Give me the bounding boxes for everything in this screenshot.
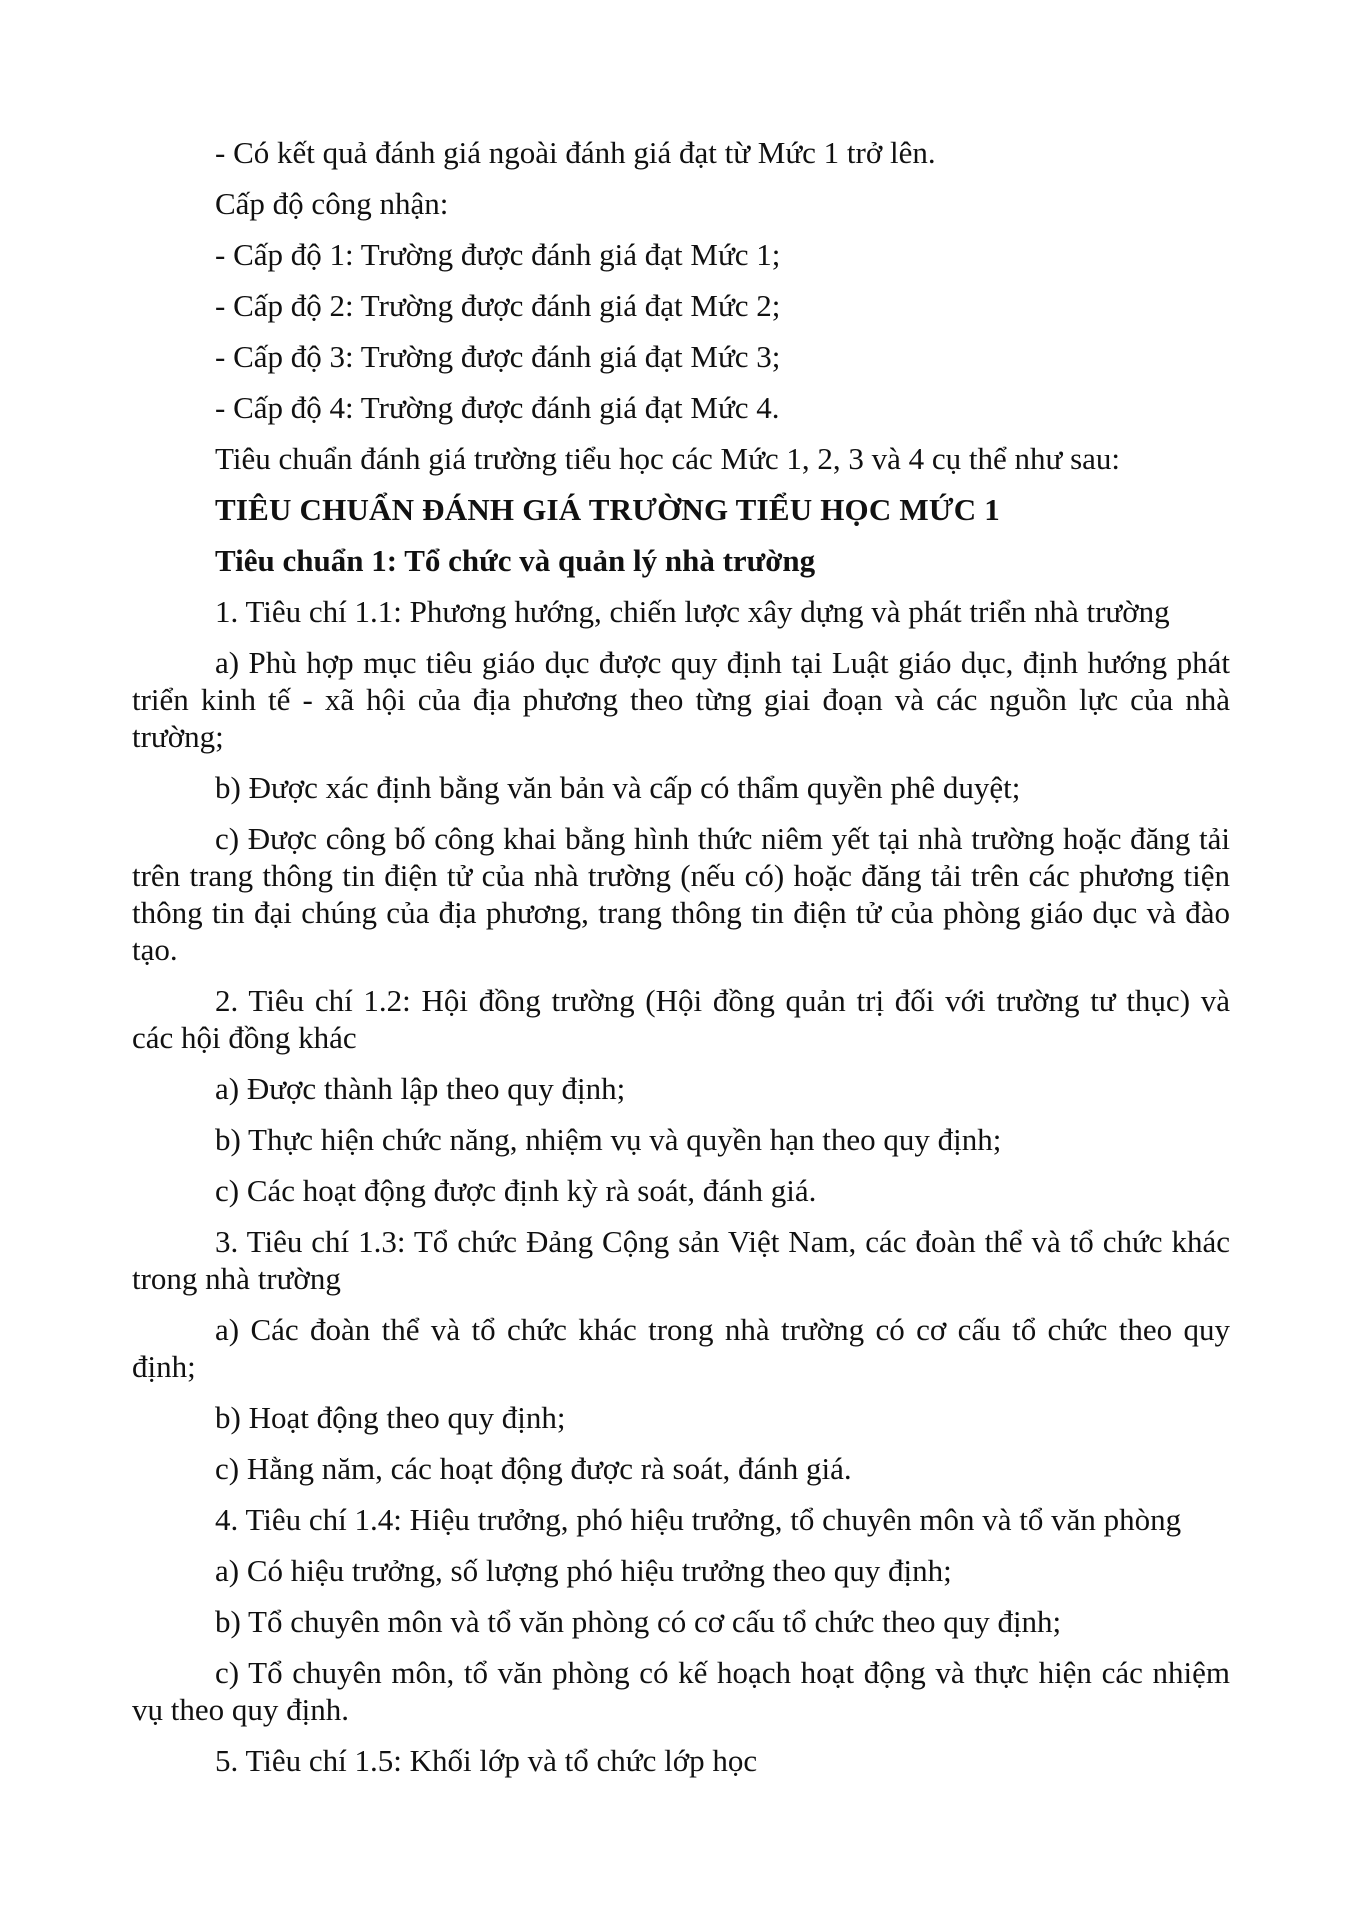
paragraph-2: Cấp độ công nhận:	[215, 186, 449, 221]
paragraph-7: Tiêu chuẩn đánh giá trường tiểu học các Mức 1, 2, 3 và 4 cụ thể như sau:	[215, 441, 1121, 476]
criterion-1-1-b: b) Được xác định bằng văn bản và cấp có thẩm quyền phê duyệt;	[215, 770, 1021, 805]
section-heading: TIÊU CHUẨN ĐÁNH GIÁ TRƯỜNG TIỂU HỌC MỨC 1	[215, 492, 1000, 527]
criterion-1-1-c: c) Được công bố công khai bằng hình thức niêm yết tại nhà trường hoặc đăng tải trên trang thông tin điện tử của nhà trường (nếu có) hoặc đăng tải trên các phương tiện thông tin đại chúng của địa phương, trang thông tin điện tử của phòng giáo dục và đào tạo.	[132, 821, 1230, 967]
paragraph-1: - Có kết quả đánh giá ngoài đánh giá đạt từ Mức 1 trở lên.	[215, 135, 936, 170]
paragraph-5: - Cấp độ 3: Trường được đánh giá đạt Mức 3;	[215, 339, 781, 374]
paragraph-6: - Cấp độ 4: Trường được đánh giá đạt Mức 4.	[215, 390, 780, 425]
paragraph-3: - Cấp độ 1: Trường được đánh giá đạt Mức 1;	[215, 237, 781, 272]
criterion-1-4-c: c) Tổ chuyên môn, tổ văn phòng có kế hoạch hoạt động và thực hiện các nhiệm vụ theo quy định.	[132, 1655, 1230, 1727]
criterion-1-5-title: 5. Tiêu chí 1.5: Khối lớp và tổ chức lớp học	[215, 1743, 758, 1778]
criterion-1-2-title: 2. Tiêu chí 1.2: Hội đồng trường (Hội đồng quản trị đối với trường tư thục) và các hội đồng khác	[132, 983, 1230, 1055]
criterion-1-3-b: b) Hoạt động theo quy định;	[215, 1400, 566, 1435]
criterion-1-4-title: 4. Tiêu chí 1.4: Hiệu trưởng, phó hiệu trưởng, tổ chuyên môn và tổ văn phòng	[215, 1502, 1182, 1537]
document-body	[132, 134, 1230, 1793]
criterion-1-1-a: a) Phù hợp mục tiêu giáo dục được quy định tại Luật giáo dục, định hướng phát triển kinh tế - xã hội của địa phương theo từng giai đoạn và các nguồn lực của nhà trường;	[132, 645, 1230, 754]
criterion-1-3-c: c) Hằng năm, các hoạt động được rà soát, đánh giá.	[215, 1451, 852, 1486]
paragraph-4: - Cấp độ 2: Trường được đánh giá đạt Mức 2;	[215, 288, 781, 323]
criterion-1-2-a: a) Được thành lập theo quy định;	[215, 1071, 626, 1106]
criterion-1-3-a: a) Các đoàn thể và tổ chức khác trong nhà trường có cơ cấu tổ chức theo quy định;	[132, 1312, 1230, 1384]
criterion-1-3-title: 3. Tiêu chí 1.3: Tổ chức Đảng Cộng sản Việt Nam, các đoàn thể và tổ chức khác trong nhà trường	[132, 1224, 1230, 1296]
criterion-1-4-a: a) Có hiệu trưởng, số lượng phó hiệu trưởng theo quy định;	[215, 1553, 952, 1588]
criterion-1-4-b: b) Tổ chuyên môn và tổ văn phòng có cơ cấu tổ chức theo quy định;	[215, 1604, 1062, 1639]
criterion-1-2-b: b) Thực hiện chức năng, nhiệm vụ và quyền hạn theo quy định;	[215, 1122, 1002, 1157]
criterion-1-1-title: 1. Tiêu chí 1.1: Phương hướng, chiến lược xây dựng và phát triển nhà trường	[215, 594, 1170, 629]
criterion-1-2-c: c) Các hoạt động được định kỳ rà soát, đánh giá.	[215, 1173, 817, 1208]
standard-title: Tiêu chuẩn 1: Tổ chức và quản lý nhà trường	[215, 543, 816, 578]
